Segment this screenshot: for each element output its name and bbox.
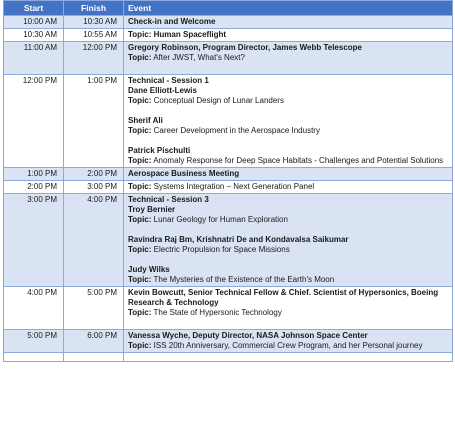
- finish-time: 12:00 PM: [64, 42, 124, 75]
- topic-label: Topic:: [128, 341, 152, 350]
- topic-label: Topic:: [128, 96, 152, 105]
- start-time: 3:00 PM: [4, 194, 64, 287]
- event-cell: [124, 194, 453, 287]
- topic-text: Human Spaceflight: [153, 30, 227, 39]
- topic-label: Topic:: [128, 182, 152, 191]
- speaker-name: Dane Elliott-Lewis: [128, 86, 197, 95]
- finish-time: 4:00 PM: [64, 194, 124, 287]
- empty-row: [4, 353, 453, 362]
- start-time: 11:00 AM: [4, 42, 64, 75]
- agenda-table: [3, 0, 453, 362]
- topic-text: The Mysteries of the Existence of the Earth's Moon: [153, 275, 335, 284]
- event-cell: [124, 16, 453, 29]
- finish-time: 2:00 PM: [64, 168, 124, 181]
- event-title: Check-in and Welcome: [128, 17, 216, 26]
- speaker-name: Gregory Robinson, Program Director, James Webb Telescope: [128, 43, 362, 52]
- table-row: [4, 42, 453, 75]
- start-time: 2:00 PM: [4, 181, 64, 194]
- finish-time: 5:00 PM: [64, 287, 124, 330]
- topic-label: Topic:: [128, 275, 152, 284]
- topic-label: Topic:: [128, 156, 152, 165]
- table-row: [4, 29, 453, 42]
- table-row: [4, 75, 453, 168]
- topic-text: ISS 20th Anniversary, Commercial Crew Program, and her Personal journey: [153, 341, 423, 350]
- start-time: 4:00 PM: [4, 287, 64, 330]
- header-event: Event: [124, 1, 453, 16]
- finish-time: 3:00 PM: [64, 181, 124, 194]
- topic-label: Topic:: [128, 245, 152, 254]
- topic-label: Topic:: [128, 30, 152, 39]
- start-time: 10:30 AM: [4, 29, 64, 42]
- topic-text: Electric Propulsion for Space Missions: [153, 245, 290, 254]
- event-cell: [124, 168, 453, 181]
- table-row: [4, 194, 453, 287]
- event-cell: [124, 29, 453, 42]
- session-title: Technical - Session 3: [128, 195, 209, 204]
- event-cell: [124, 42, 453, 75]
- topic-label: Topic:: [128, 53, 152, 62]
- event-cell: [124, 75, 453, 168]
- header-row: [4, 1, 453, 16]
- table-row: [4, 330, 453, 353]
- table-row: [4, 181, 453, 194]
- start-time: 12:00 PM: [4, 75, 64, 168]
- speaker-name: Judy Wilks: [128, 265, 170, 274]
- start-time: 10:00 AM: [4, 16, 64, 29]
- topic-text: Systems Integration – Next Generation Panel: [153, 182, 315, 191]
- finish-time: 10:30 AM: [64, 16, 124, 29]
- speaker-name: Sherif Ali: [128, 116, 163, 125]
- event-cell: [124, 181, 453, 194]
- event-title: Aerospace Business Meeting: [128, 169, 240, 178]
- event-cell: [124, 287, 453, 330]
- topic-label: Topic:: [128, 126, 152, 135]
- start-time: 5:00 PM: [4, 330, 64, 353]
- event-cell: [124, 330, 453, 353]
- topic-text: After JWST, What's Next?: [153, 53, 245, 62]
- finish-time: 10:55 AM: [64, 29, 124, 42]
- topic-text: The State of Hypersonic Technology: [153, 308, 282, 317]
- finish-time: 1:00 PM: [64, 75, 124, 168]
- table-row: [4, 287, 453, 330]
- topic-label: Topic:: [128, 308, 152, 317]
- speaker-name: Ravindra Raj Bm, Krishnatri De and Kondavalsa Saikumar: [128, 235, 349, 244]
- topic-text: Anomaly Response for Deep Space Habitats - Challenges and Potential Solutions: [153, 156, 444, 165]
- table-row: [4, 168, 453, 181]
- speaker-name: Vanessa Wyche, Deputy Director, NASA Johnson Space Center: [128, 331, 368, 340]
- speaker-name: Kevin Bowcutt, Senior Technical Fellow & Chief. Scientist of Hypersonics, Boeing Research & Technology: [128, 288, 439, 307]
- topic-text: Lunar Geology for Human Exploration: [153, 215, 288, 224]
- header-start: Start: [4, 1, 64, 16]
- finish-time: 6:00 PM: [64, 330, 124, 353]
- topic-text: Conceptual Design of Lunar Landers: [153, 96, 284, 105]
- speaker-name: Troy Bernier: [128, 205, 176, 214]
- speaker-name: Patrick Pischulti: [128, 146, 191, 155]
- table-row: [4, 16, 453, 29]
- header-finish: Finish: [64, 1, 124, 16]
- session-title: Technical - Session 1: [128, 76, 209, 85]
- topic-text: Career Development in the Aerospace Industry: [153, 126, 320, 135]
- topic-label: Topic:: [128, 215, 152, 224]
- start-time: 1:00 PM: [4, 168, 64, 181]
